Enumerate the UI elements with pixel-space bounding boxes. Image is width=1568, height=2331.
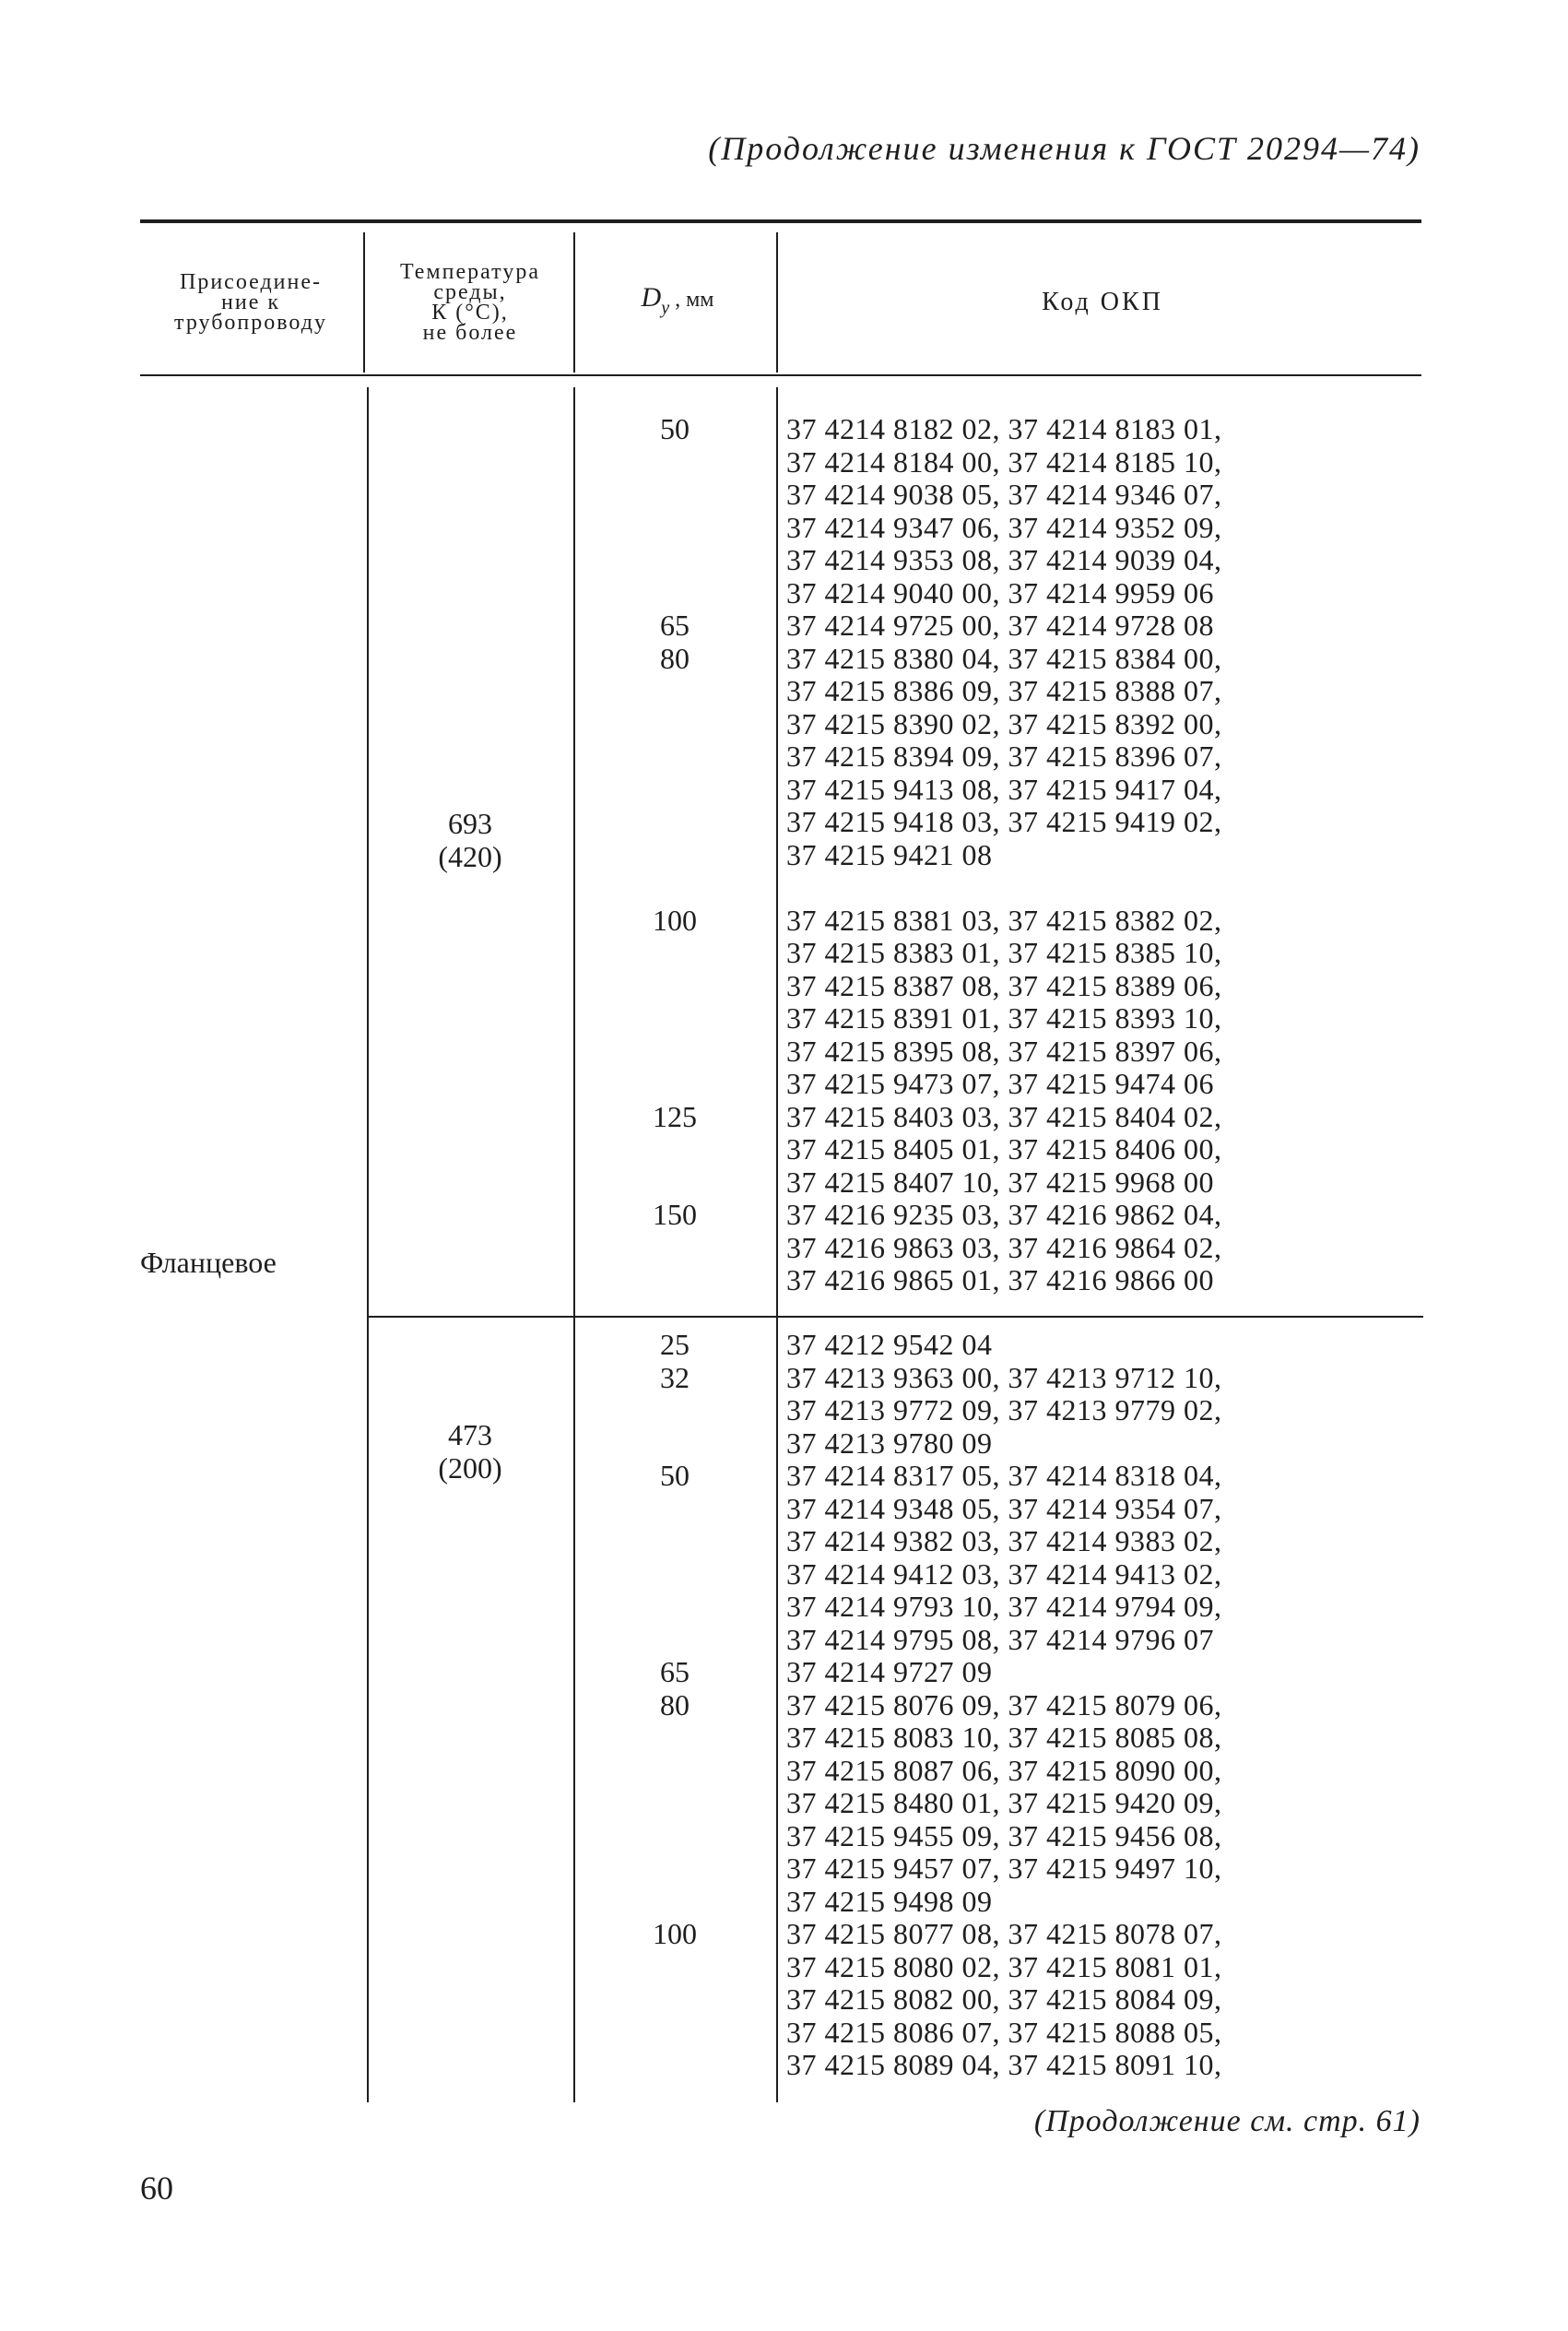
- header-dy: [581, 238, 774, 367]
- header-temperature-line-3: К (°С),: [431, 301, 509, 325]
- nominal-diameter: 80: [660, 1687, 690, 1722]
- nominal-diameter: 50: [660, 412, 690, 445]
- group-1-codes: [786, 413, 1222, 1297]
- code-line: 37 4215 8089 04, 37 4215 8091 10,: [786, 2048, 1222, 2081]
- nominal-diameter: 125: [653, 1099, 697, 1133]
- code-line: 37 4214 9348 05, 37 4214 9354 07,: [786, 1491, 1222, 1525]
- code-line: 37 4215 8386 09, 37 4215 8388 07,: [786, 674, 1222, 707]
- group-2-temp-k: 473: [448, 1418, 492, 1451]
- group-1-temp-c: (420): [438, 840, 502, 873]
- nominal-diameter: 25: [660, 1328, 690, 1361]
- code-line: 37 4214 9793 10, 37 4214 9794 09,: [786, 1590, 1222, 1623]
- header-connection-line-2: ние к: [221, 290, 280, 314]
- header-okp-label: Код ОКП: [1042, 288, 1163, 316]
- code-line: 37 4215 8390 02, 37 4215 8392 00,: [786, 706, 1222, 740]
- nominal-diameter: 50: [660, 1459, 690, 1492]
- nominal-diameter: 32: [660, 1360, 690, 1394]
- header-dy-symbol: D: [641, 281, 662, 313]
- code-line: 37 4214 9038 05, 37 4214 9346 07,: [786, 478, 1222, 511]
- code-line: 37 4214 9412 03, 37 4214 9413 02,: [786, 1556, 1222, 1591]
- code-line: 37 4213 9363 00, 37 4213 9712 10,: [786, 1360, 1222, 1394]
- connection-type: Фланцевое: [140, 1246, 277, 1279]
- code-line: 37 4215 9418 03, 37 4215 9419 02,: [786, 805, 1222, 838]
- code-line: 37 4215 8087 06, 37 4215 8090 00,: [786, 1753, 1222, 1787]
- code-line: 37 4216 9865 01, 37 4216 9866 00: [786, 1263, 1214, 1296]
- nominal-diameter: 80: [660, 641, 690, 675]
- code-line: 37 4215 9455 09, 37 4215 9456 08,: [786, 1818, 1222, 1852]
- nominal-diameter: 100: [653, 903, 697, 937]
- nominal-diameter: 65: [660, 1655, 690, 1688]
- code-line: 37 4215 8395 08, 37 4215 8397 06,: [786, 1034, 1222, 1068]
- code-line: 37 4214 9353 08, 37 4214 9039 04,: [786, 543, 1222, 576]
- page-number: 60: [140, 2170, 173, 2207]
- code-line: 37 4214 8317 05, 37 4214 8318 04,: [786, 1459, 1222, 1492]
- group-2-temp-c: (200): [438, 1451, 502, 1485]
- code-line: 37 4215 8403 03, 37 4215 8404 02,: [786, 1099, 1222, 1133]
- code-line: 37 4215 8394 09, 37 4215 8396 07,: [786, 740, 1222, 773]
- group-separator: [369, 1316, 1423, 1318]
- header-divider-1: [363, 232, 365, 373]
- code-line: 37 4214 8182 02, 37 4214 8183 01,: [786, 412, 1222, 445]
- header-temperature: [369, 238, 572, 367]
- table-header-rule: [140, 374, 1421, 376]
- code-line: 37 4212 9542 04: [786, 1328, 993, 1361]
- page-header: (Продолжение изменения к ГОСТ 20294—74): [708, 130, 1421, 167]
- code-line: 37 4215 9413 08, 37 4215 9417 04,: [786, 772, 1222, 806]
- code-line: 37 4214 9727 09: [786, 1655, 993, 1688]
- header-connection-line-3: трубопроводу: [174, 311, 327, 335]
- code-line: 37 4215 8082 00, 37 4215 8084 09,: [786, 1982, 1222, 2016]
- code-line: 37 4215 8086 07, 37 4215 8088 05,: [786, 2015, 1222, 2049]
- code-line: 37 4215 9473 07, 37 4215 9474 06: [786, 1067, 1214, 1100]
- header-temperature-line-2: среды,: [433, 280, 507, 304]
- header-dy-label: [641, 281, 714, 318]
- code-line: 37 4216 9863 03, 37 4216 9864 02,: [786, 1230, 1222, 1264]
- code-line: 37 4215 8077 08, 37 4215 8078 07,: [786, 1917, 1222, 1950]
- code-line: 37 4215 8391 01, 37 4215 8393 10,: [786, 1001, 1222, 1035]
- body-divider-1: [367, 387, 369, 2102]
- code-line: 37 4215 9498 09: [786, 1884, 993, 1918]
- code-line: 37 4214 9382 03, 37 4214 9383 02,: [786, 1524, 1222, 1557]
- code-line: 37 4215 9421 08: [786, 837, 993, 871]
- header-connection-line-1: Присоедине-: [180, 270, 322, 294]
- code-line: 37 4215 8381 03, 37 4215 8382 02,: [786, 903, 1222, 937]
- code-line: 37 4213 9780 09: [786, 1426, 993, 1460]
- nominal-diameter: 150: [653, 1198, 697, 1231]
- body-divider-2: [573, 387, 575, 2102]
- code-line: 37 4215 8480 01, 37 4215 9420 09,: [786, 1786, 1222, 1819]
- code-line: 37 4215 8407 10, 37 4215 9968 00: [786, 1165, 1214, 1199]
- code-line: 37 4214 9040 00, 37 4214 9959 06: [786, 575, 1214, 609]
- header-temperature-line-4: не более: [422, 321, 518, 345]
- header-connection: [140, 238, 361, 367]
- header-dy-unit: , мм: [675, 287, 714, 312]
- code-line: 37 4214 9347 06, 37 4214 9352 09,: [786, 510, 1222, 544]
- body-divider-3: [776, 387, 778, 2102]
- header-divider-3: [776, 232, 778, 373]
- header-dy-subscript: y: [661, 297, 670, 318]
- code-line: 37 4215 8387 08, 37 4215 8389 06,: [786, 968, 1222, 1002]
- nominal-diameter: 100: [653, 1917, 697, 1950]
- group-1-temperature: [387, 807, 553, 873]
- code-line: 37 4214 9795 08, 37 4214 9796 07: [786, 1622, 1214, 1656]
- code-line: 37 4215 8076 09, 37 4215 8079 06,: [786, 1687, 1222, 1722]
- code-line: 37 4213 9772 09, 37 4213 9779 02,: [786, 1393, 1222, 1426]
- nominal-diameter: 65: [660, 609, 690, 642]
- header-okp: [784, 238, 1421, 367]
- group-1-temp-k: 693: [448, 807, 492, 840]
- code-line: 37 4215 9457 07, 37 4215 9497 10,: [786, 1852, 1222, 1885]
- header-temperature-line-1: Температура: [400, 260, 540, 284]
- code-line: 37 4215 8080 02, 37 4215 8081 01,: [786, 1949, 1222, 1983]
- group-2-codes: [786, 1329, 1222, 2082]
- page-footer: (Продолжение см. стр. 61): [1033, 2104, 1421, 2138]
- code-line: 37 4216 9235 03, 37 4216 9862 04,: [786, 1198, 1222, 1231]
- code-line: 37 4214 9725 00, 37 4214 9728 08: [786, 609, 1214, 642]
- table-top-rule: [140, 219, 1421, 223]
- header-divider-2: [573, 232, 575, 373]
- code-line: 37 4214 8184 00, 37 4214 8185 10,: [786, 444, 1222, 479]
- group-2-temperature: [387, 1418, 553, 1485]
- code-line: 37 4215 8383 01, 37 4215 8385 10,: [786, 936, 1222, 969]
- code-line: [786, 871, 1222, 905]
- code-line: 37 4215 8380 04, 37 4215 8384 00,: [786, 641, 1222, 675]
- code-line: 37 4215 8405 01, 37 4215 8406 00,: [786, 1132, 1222, 1166]
- code-line: 37 4215 8083 10, 37 4215 8085 08,: [786, 1721, 1222, 1754]
